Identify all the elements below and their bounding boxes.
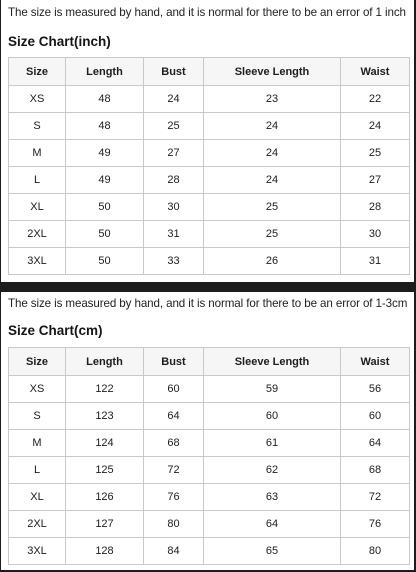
table-row <box>9 403 410 430</box>
table-row <box>9 221 410 248</box>
bust-cell: 64 <box>144 403 204 430</box>
waist-cell: 28 <box>341 194 410 221</box>
table-row <box>9 430 410 457</box>
length-cell: 48 <box>66 86 144 113</box>
sleeve-length-cell: 23 <box>204 86 341 113</box>
size-cell: M <box>9 430 66 457</box>
sleeve-length-cell: 25 <box>204 194 341 221</box>
waist-cell: 64 <box>341 430 410 457</box>
bust-cell: 76 <box>144 484 204 511</box>
column-header-sleeve-length: Sleeve Length <box>204 58 341 86</box>
table-header-row <box>9 58 410 86</box>
waist-cell: 80 <box>341 538 410 565</box>
waist-cell: 68 <box>341 457 410 484</box>
bust-cell: 60 <box>144 376 204 403</box>
table-row <box>9 194 410 221</box>
size-table-inch <box>8 57 410 275</box>
sleeve-length-cell: 62 <box>204 457 341 484</box>
waist-cell: 31 <box>341 248 410 275</box>
bust-cell: 24 <box>144 86 204 113</box>
sleeve-length-cell: 26 <box>204 248 341 275</box>
size-chart-title: Size Chart(inch) <box>8 34 111 49</box>
sleeve-length-cell: 25 <box>204 221 341 248</box>
column-header-sleeve-length: Sleeve Length <box>204 348 341 376</box>
column-header-size: Size <box>9 348 66 376</box>
size-cell: 2XL <box>9 221 66 248</box>
length-cell: 126 <box>66 484 144 511</box>
size-cell: XS <box>9 86 66 113</box>
bust-cell: 28 <box>144 167 204 194</box>
bust-cell: 80 <box>144 511 204 538</box>
waist-cell: 30 <box>341 221 410 248</box>
size-cell: 3XL <box>9 248 66 275</box>
bust-cell: 30 <box>144 194 204 221</box>
measurement-note: The size is measured by hand, and it is normal for there to be an error of 1 inch <box>8 6 406 19</box>
column-header-length: Length <box>66 348 144 376</box>
size-cell: XL <box>9 194 66 221</box>
length-cell: 123 <box>66 403 144 430</box>
bust-cell: 27 <box>144 140 204 167</box>
waist-cell: 60 <box>341 403 410 430</box>
bust-cell: 33 <box>144 248 204 275</box>
length-cell: 128 <box>66 538 144 565</box>
column-header-bust: Bust <box>144 348 204 376</box>
length-cell: 122 <box>66 376 144 403</box>
waist-cell: 27 <box>341 167 410 194</box>
table-row <box>9 484 410 511</box>
table-row <box>9 511 410 538</box>
size-chart-title: Size Chart(cm) <box>8 323 103 338</box>
bust-cell: 25 <box>144 113 204 140</box>
bust-cell: 84 <box>144 538 204 565</box>
table-row <box>9 140 410 167</box>
length-cell: 49 <box>66 140 144 167</box>
length-cell: 125 <box>66 457 144 484</box>
size-cell: XL <box>9 484 66 511</box>
bust-cell: 68 <box>144 430 204 457</box>
size-cell: M <box>9 140 66 167</box>
length-cell: 127 <box>66 511 144 538</box>
length-cell: 48 <box>66 113 144 140</box>
sleeve-length-cell: 63 <box>204 484 341 511</box>
waist-cell: 76 <box>341 511 410 538</box>
sleeve-length-cell: 24 <box>204 140 341 167</box>
sleeve-length-cell: 24 <box>204 167 341 194</box>
length-cell: 49 <box>66 167 144 194</box>
column-header-bust: Bust <box>144 58 204 86</box>
waist-cell: 24 <box>341 113 410 140</box>
size-cell: S <box>9 113 66 140</box>
sleeve-length-cell: 64 <box>204 511 341 538</box>
size-cell: 3XL <box>9 538 66 565</box>
length-cell: 50 <box>66 248 144 275</box>
waist-cell: 56 <box>341 376 410 403</box>
cm-size-panel <box>1 292 414 570</box>
size-cell: L <box>9 167 66 194</box>
waist-cell: 72 <box>341 484 410 511</box>
table-row <box>9 538 410 565</box>
sleeve-length-cell: 59 <box>204 376 341 403</box>
size-cell: S <box>9 403 66 430</box>
size-cell: L <box>9 457 66 484</box>
column-header-length: Length <box>66 58 144 86</box>
inch-size-panel <box>1 0 414 282</box>
table-row <box>9 248 410 275</box>
sleeve-length-cell: 60 <box>204 403 341 430</box>
length-cell: 50 <box>66 221 144 248</box>
column-header-size: Size <box>9 58 66 86</box>
table-row <box>9 113 410 140</box>
length-cell: 50 <box>66 194 144 221</box>
table-row <box>9 86 410 113</box>
table-header-row <box>9 348 410 376</box>
sleeve-length-cell: 65 <box>204 538 341 565</box>
size-cell: 2XL <box>9 511 66 538</box>
table-row <box>9 376 410 403</box>
sleeve-length-cell: 24 <box>204 113 341 140</box>
size-table-cm <box>8 347 410 565</box>
measurement-note: The size is measured by hand, and it is normal for there to be an error of 1-3cm <box>8 297 408 310</box>
size-cell: XS <box>9 376 66 403</box>
column-header-waist: Waist <box>341 58 410 86</box>
length-cell: 124 <box>66 430 144 457</box>
waist-cell: 22 <box>341 86 410 113</box>
column-header-waist: Waist <box>341 348 410 376</box>
sleeve-length-cell: 61 <box>204 430 341 457</box>
waist-cell: 25 <box>341 140 410 167</box>
table-row <box>9 457 410 484</box>
bust-cell: 72 <box>144 457 204 484</box>
bust-cell: 31 <box>144 221 204 248</box>
table-row <box>9 167 410 194</box>
